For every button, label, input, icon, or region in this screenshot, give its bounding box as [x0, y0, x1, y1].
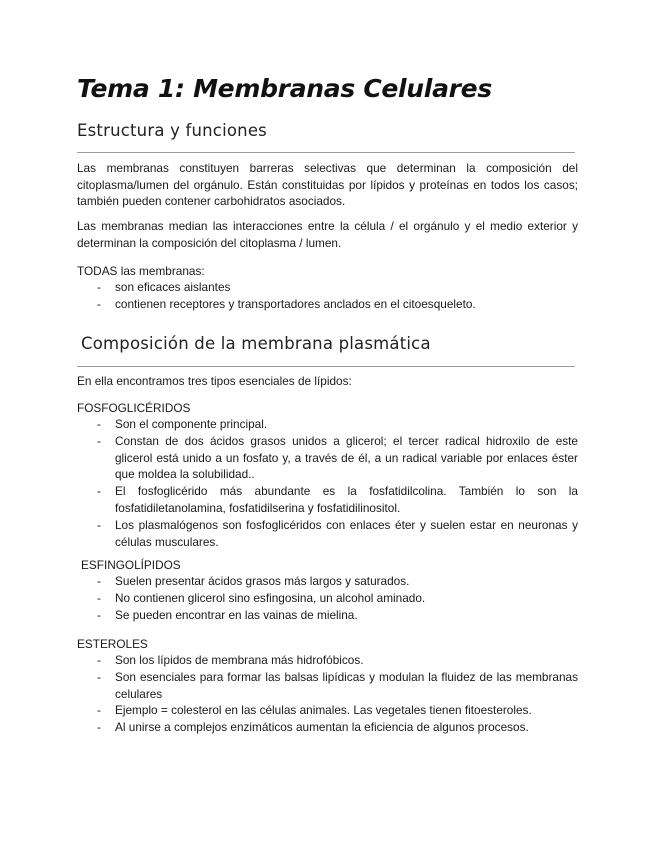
list-item: - Al unirse a complejos enzimáticos aumentan la eficiencia de algunos procesos. [77, 719, 578, 736]
list-item: - Son esenciales para formar las balsas lipídicas y modulan la fluidez de las membranas celulares [77, 669, 578, 703]
esfingolipidos-list [77, 573, 578, 623]
fosfogliceridos-list [77, 416, 578, 550]
esfingolipidos-label: ESFINGOLÍPIDOS [81, 558, 181, 572]
list-item: - Son el componente principal. [77, 416, 578, 433]
list-item: - No contienen glicerol sino esfingosina, un alcohol aminado. [77, 590, 578, 607]
list-item: - El fosfoglicérido más abundante es la fosfatidilcolina. También lo son la fosfatidiletanolamina, fosfatidilserina y fosfatidilinositol. [77, 483, 578, 517]
esteroles-list [77, 652, 578, 736]
list-item: - Constan de dos ácidos grasos unidos a glicerol; el tercer radical hidroxilo de este glicerol está unido a un fosfato y, a través de él, a un radical variable por enlaces éster que moldea la solubilidad.. [77, 433, 578, 483]
section-heading-composicion: Composición de la membrana plasmática [81, 334, 431, 353]
todas-label: TODAS las membranas: [77, 264, 205, 278]
paragraph-membranas-barreras: Las membranas constituyen barreras selectivas que determinan la composición del citoplasma/lumen del orgánulo. Están constituidas por lípidos y proteínas en todos los casos; también pueden contener carbohidratos asociados. [77, 161, 578, 208]
list-item: - Son los lípidos de membrana más hidrofóbicos. [77, 652, 578, 669]
list-item: - son eficaces aislantes [77, 279, 578, 296]
paragraph-membranas-interacciones: Las membranas median las interacciones entre la célula / el orgánulo y el medio exterior y determinan la composición del citoplasma / lumen. [77, 219, 578, 250]
list-item: - contienen receptores y transportadores anclados en el citoesqueleto. [77, 296, 578, 313]
esteroles-label: ESTEROLES [77, 637, 148, 651]
section-heading-estructura: Estructura y funciones [77, 121, 267, 140]
list-item: - Suelen presentar ácidos grasos más largos y saturados. [77, 573, 578, 590]
list-item: - Se pueden encontrar en las vainas de mielina. [77, 607, 578, 624]
fosfogliceridos-label: FOSFOGLICÉRIDOS [77, 401, 191, 415]
page-title: Tema 1: Membranas Celulares [77, 74, 492, 103]
section-divider [77, 366, 575, 367]
composition-intro: En ella encontramos tres tipos esenciales de lípidos: [77, 374, 352, 388]
todas-list [77, 279, 578, 313]
list-item: - Los plasmalógenos son fosfoglicéridos con enlaces éter y suelen estar en neuronas y células musculares. [77, 517, 578, 551]
list-item: - Ejemplo = colesterol en las células animales. Las vegetales tienen fitoesteroles. [77, 702, 578, 719]
section-divider [77, 152, 575, 153]
